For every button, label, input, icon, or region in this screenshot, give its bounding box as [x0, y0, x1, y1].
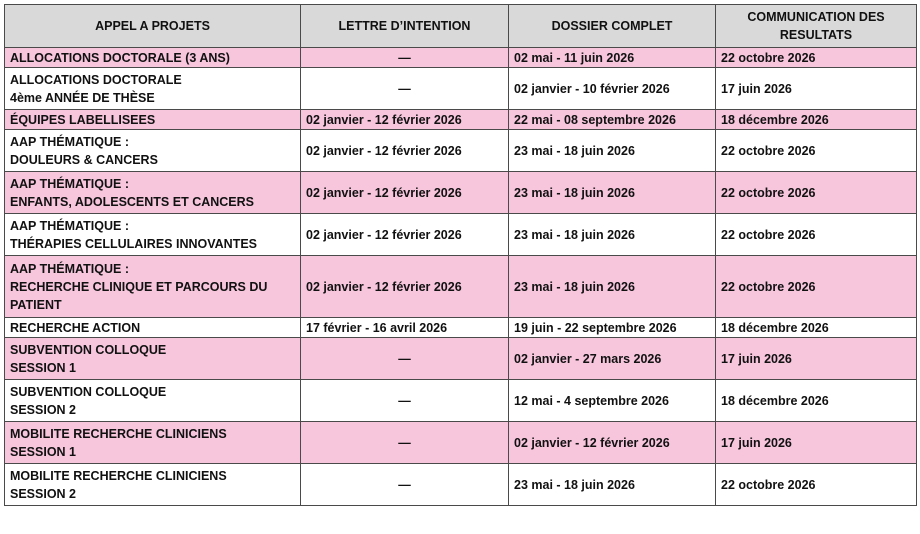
header-lettre-intention: LETTRE D’INTENTION	[301, 5, 509, 48]
letter-of-intent-cell: 17 février - 16 avril 2026	[301, 318, 509, 338]
table-row	[5, 464, 917, 506]
program-name-cell	[5, 130, 301, 172]
full-application-cell: 02 mai - 11 juin 2026	[509, 48, 716, 68]
table-row	[5, 380, 917, 422]
program-name-line: AAP THÉMATIQUE :	[10, 134, 129, 149]
program-name-line: SESSION 2	[10, 402, 76, 417]
letter-of-intent-cell: —	[301, 338, 509, 380]
full-application-cell: 02 janvier - 10 février 2026	[509, 68, 716, 110]
letter-of-intent-cell: —	[301, 380, 509, 422]
letter-of-intent-cell: —	[301, 464, 509, 506]
results-date-cell: 17 juin 2026	[716, 422, 917, 464]
results-date-cell: 22 octobre 2026	[716, 214, 917, 256]
table-row	[5, 48, 917, 68]
program-name-cell	[5, 338, 301, 380]
results-date-cell: 18 décembre 2026	[716, 110, 917, 130]
letter-of-intent-cell: 02 janvier - 12 février 2026	[301, 214, 509, 256]
program-name-line: DOULEURS & CANCERS	[10, 152, 158, 167]
table-row	[5, 214, 917, 256]
program-name-line: SUBVENTION COLLOQUE	[10, 384, 167, 399]
full-application-cell: 22 mai - 08 septembre 2026	[509, 110, 716, 130]
full-application-cell: 19 juin - 22 septembre 2026	[509, 318, 716, 338]
letter-of-intent-cell: —	[301, 68, 509, 110]
full-application-cell: 12 mai - 4 septembre 2026	[509, 380, 716, 422]
table-row	[5, 422, 917, 464]
program-name-cell	[5, 110, 301, 130]
program-name-cell	[5, 318, 301, 338]
header-row	[5, 5, 917, 48]
program-name-line: AAP THÉMATIQUE :	[10, 261, 129, 276]
calendar-table	[4, 4, 917, 506]
program-name-line: AAP THÉMATIQUE :	[10, 176, 129, 191]
table-row	[5, 172, 917, 214]
program-name-line: ÉQUIPES LABELLISEES	[10, 112, 156, 127]
full-application-cell: 23 mai - 18 juin 2026	[509, 256, 716, 318]
program-name-line: SESSION 2	[10, 486, 76, 501]
program-name-line: SUBVENTION COLLOQUE	[10, 342, 167, 357]
results-date-cell: 18 décembre 2026	[716, 318, 917, 338]
results-date-cell: 22 octobre 2026	[716, 130, 917, 172]
table-row	[5, 130, 917, 172]
program-name-line: ENFANTS, ADOLESCENTS ET CANCERS	[10, 194, 255, 209]
table-header	[5, 5, 917, 48]
table-row	[5, 338, 917, 380]
program-name-line: AAP THÉMATIQUE :	[10, 218, 129, 233]
program-name-cell	[5, 68, 301, 110]
program-name-cell	[5, 256, 301, 318]
results-date-cell: 17 juin 2026	[716, 338, 917, 380]
program-name-cell	[5, 464, 301, 506]
results-date-cell: 18 décembre 2026	[716, 380, 917, 422]
full-application-cell: 23 mai - 18 juin 2026	[509, 172, 716, 214]
letter-of-intent-cell: 02 janvier - 12 février 2026	[301, 110, 509, 130]
results-date-cell: 22 octobre 2026	[716, 256, 917, 318]
program-name-line: ALLOCATIONS DOCTORALE (3 ANS)	[10, 50, 230, 65]
letter-of-intent-cell: 02 janvier - 12 février 2026	[301, 256, 509, 318]
program-name-cell	[5, 380, 301, 422]
letter-of-intent-cell: 02 janvier - 12 février 2026	[301, 130, 509, 172]
table-row	[5, 68, 917, 110]
program-name-cell	[5, 172, 301, 214]
results-date-cell: 22 octobre 2026	[716, 48, 917, 68]
program-name-line: 4ème ANNÉE DE THÈSE	[10, 90, 155, 105]
full-application-cell: 23 mai - 18 juin 2026	[509, 130, 716, 172]
program-name-line: SESSION 1	[10, 444, 76, 459]
header-communication-resultats: COMMUNICATION DES RESULTATS	[716, 5, 917, 48]
results-date-cell: 22 octobre 2026	[716, 464, 917, 506]
full-application-cell: 23 mai - 18 juin 2026	[509, 464, 716, 506]
program-name-line: PATIENT	[10, 297, 62, 312]
table-row	[5, 256, 917, 318]
letter-of-intent-cell: 02 janvier - 12 février 2026	[301, 172, 509, 214]
program-name-line: MOBILITE RECHERCHE CLINICIENS	[10, 468, 227, 483]
results-date-cell: 17 juin 2026	[716, 68, 917, 110]
full-application-cell: 23 mai - 18 juin 2026	[509, 214, 716, 256]
table-row	[5, 110, 917, 130]
program-name-line: RECHERCHE ACTION	[10, 320, 141, 335]
header-dossier-complet: DOSSIER COMPLET	[509, 5, 716, 48]
table-row	[5, 318, 917, 338]
results-date-cell: 22 octobre 2026	[716, 172, 917, 214]
letter-of-intent-cell: —	[301, 422, 509, 464]
program-name-line: RECHERCHE CLINIQUE ET PARCOURS DU	[10, 279, 268, 294]
program-name-line: MOBILITE RECHERCHE CLINICIENS	[10, 426, 227, 441]
header-appel-a-projets: APPEL A PROJETS	[5, 5, 301, 48]
program-name-line: SESSION 1	[10, 360, 76, 375]
full-application-cell: 02 janvier - 12 février 2026	[509, 422, 716, 464]
letter-of-intent-cell: —	[301, 48, 509, 68]
full-application-cell: 02 janvier - 27 mars 2026	[509, 338, 716, 380]
program-name-cell	[5, 214, 301, 256]
program-name-cell	[5, 48, 301, 68]
program-name-line: THÉRAPIES CELLULAIRES INNOVANTES	[10, 236, 258, 251]
table-body	[5, 48, 917, 506]
program-name-cell	[5, 422, 301, 464]
program-name-line: ALLOCATIONS DOCTORALE	[10, 72, 182, 87]
